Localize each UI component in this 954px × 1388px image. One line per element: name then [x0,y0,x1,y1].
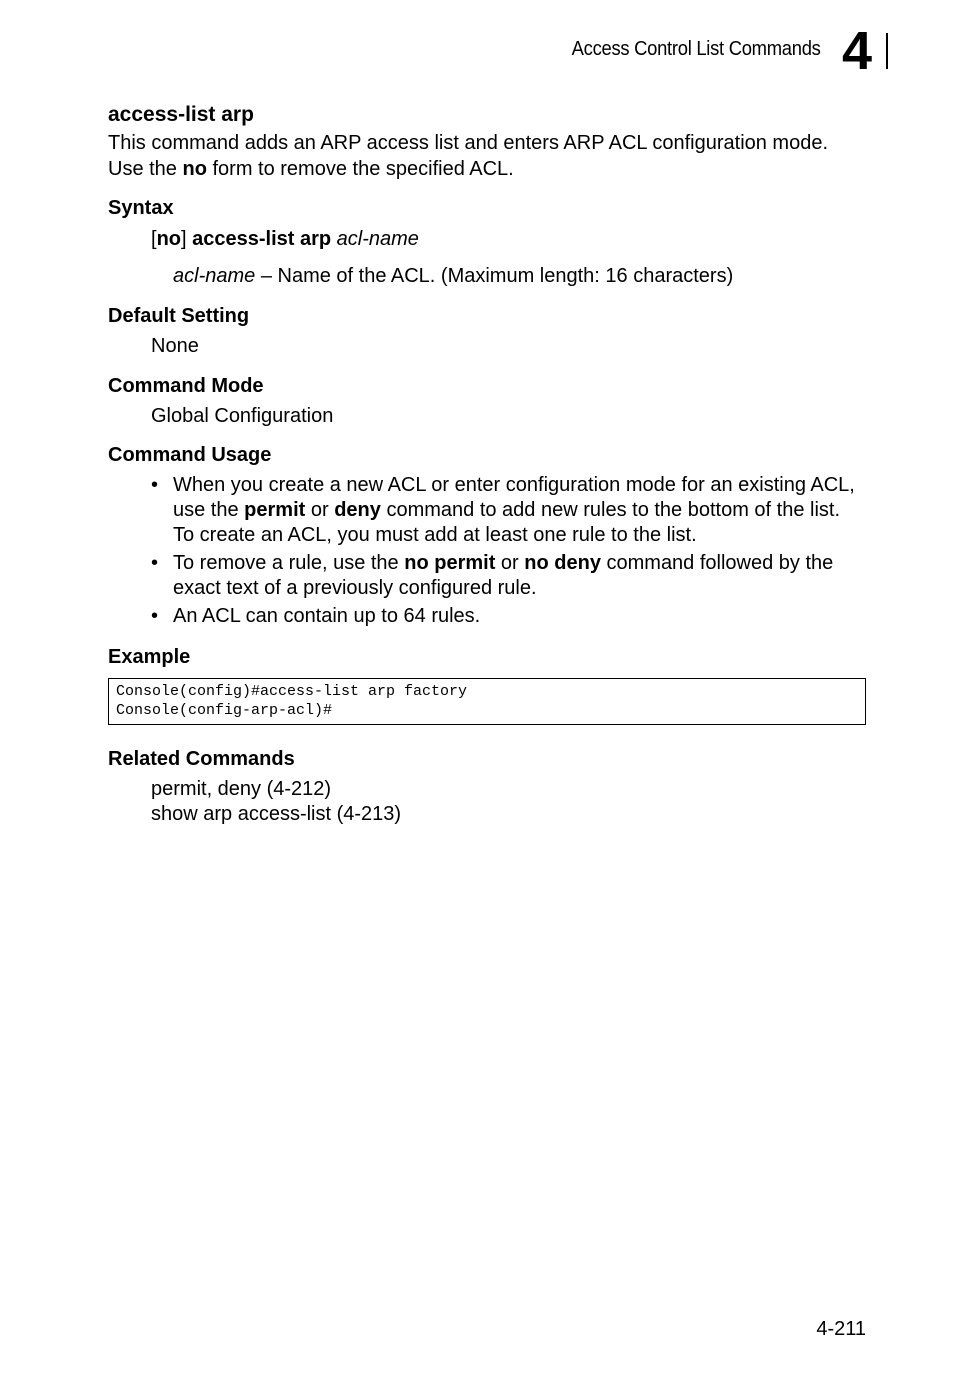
syntax-heading: Syntax [108,197,174,219]
list-item: • When you create a new ACL or enter configuration mode for an existing ACL, use the permit or deny command to add new rules to the bottom of the list. To create an ACL, you must add at least one rule to the list. [151,474,855,546]
no-keyword: no [182,158,207,180]
code-example [108,678,866,725]
command-mode-value: Global Configuration [151,405,334,427]
syntax-command: access-list arp [192,228,332,250]
chapter-number: 4 [842,21,873,81]
syntax-param: acl-name [336,228,419,250]
command-usage-heading: Command Usage [108,444,272,466]
list-item: • An ACL can contain up to 64 rules. [151,605,481,627]
code-line: Console(config)#access-list arp factory [116,683,468,700]
syntax-line: [no] access-list arp acl-name [151,228,419,250]
chapter-title: Access Control List Commands [572,38,821,60]
chapter-number-tab [842,21,888,81]
command-usage-list [150,473,870,632]
list-item: • To remove a rule, use the no permit or no deny command followed by the exact text of a previously configured rule. [151,552,834,599]
code-line: Console(config-arp-acl)# [116,702,333,719]
intro-line-1: This command adds an ARP access list and enters ARP ACL configuration mode. [108,132,829,154]
related-command-link[interactable]: permit, deny (4-212) [151,778,332,800]
command-mode-heading: Command Mode [108,375,264,397]
intro-line-2: Use the no form to remove the specified ACL. [108,158,514,180]
related-commands-heading: Related Commands [108,748,295,770]
default-setting-heading: Default Setting [108,305,250,327]
example-heading: Example [108,646,191,668]
page-number: 4-211 [816,1318,866,1340]
syntax-param-desc: acl-name – Name of the ACL. (Maximum length: 16 characters) [173,265,734,287]
related-command-link[interactable]: show arp access-list (4-213) [151,803,402,825]
section-title: access-list arp [108,103,254,126]
default-setting-value: None [151,335,199,357]
